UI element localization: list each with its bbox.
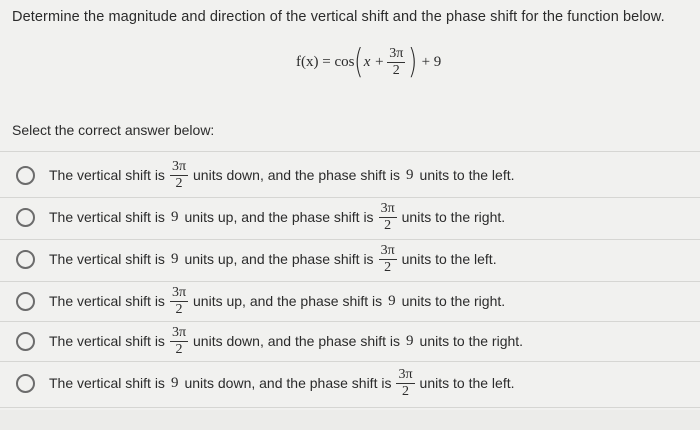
radio-button[interactable]	[16, 208, 35, 227]
bottom-area	[0, 410, 700, 430]
answer-option-b[interactable]	[0, 197, 700, 237]
answer-option-e[interactable]	[0, 321, 700, 361]
fraction-denominator: 2	[175, 341, 183, 357]
option-fraction	[170, 326, 188, 357]
fraction-denominator: 2	[175, 301, 183, 317]
fraction-numerator: 3π	[380, 242, 395, 258]
option-fraction	[170, 160, 188, 191]
fraction-denominator: 2	[392, 62, 400, 78]
fraction-numerator: 3π	[380, 200, 395, 216]
option-text: units up, and the phase shift is	[193, 293, 383, 309]
option-text: units to the left.	[419, 375, 515, 391]
fraction-numerator: 3π	[389, 45, 404, 61]
option-label[interactable]	[47, 202, 507, 233]
option-number: 9	[406, 332, 414, 349]
option-number: 9	[170, 250, 179, 267]
fraction-numerator: 3π	[171, 284, 187, 300]
radio-button[interactable]	[16, 292, 35, 311]
fraction-denominator: 2	[384, 259, 392, 275]
fraction-numerator: 3π	[398, 366, 413, 382]
option-text: The vertical shift is	[49, 251, 165, 267]
option-text: units to the right.	[401, 209, 506, 225]
option-fraction	[379, 202, 397, 233]
option-label[interactable]	[47, 326, 525, 357]
option-text: units up, and the phase shift is	[184, 209, 374, 225]
option-text: The vertical shift is	[49, 333, 165, 349]
option-text: units to the left.	[401, 251, 497, 267]
function-formula	[296, 40, 441, 84]
select-label: Select the correct answer below:	[12, 122, 215, 138]
fraction-numerator: 3π	[171, 158, 187, 174]
option-text: units down, and the phase shift is	[193, 333, 401, 349]
option-text: The vertical shift is	[49, 293, 165, 309]
fraction-numerator: 3π	[171, 324, 187, 340]
answer-option-c[interactable]	[0, 239, 700, 279]
option-text: units up, and the phase shift is	[184, 251, 374, 267]
formula-lhs: f(x) = cos	[296, 53, 355, 70]
answer-option-a[interactable]	[0, 155, 700, 195]
option-label[interactable]	[47, 244, 499, 275]
option-number: 9	[170, 374, 179, 391]
option-text: The vertical shift is	[49, 167, 165, 183]
fraction-denominator: 2	[402, 383, 409, 399]
radio-button[interactable]	[16, 374, 35, 393]
radio-button[interactable]	[16, 166, 35, 185]
option-text: units down, and the phase shift is	[184, 375, 392, 391]
option-number: 9	[388, 292, 396, 309]
option-number: 9	[406, 166, 414, 183]
formula-variable: x +	[363, 53, 385, 70]
option-number: 9	[170, 208, 179, 225]
question-text: Determine the magnitude and direction of the vertical shift and the phase shift for the function below.	[12, 9, 665, 25]
radio-button[interactable]	[16, 250, 35, 269]
left-paren: (	[354, 42, 364, 82]
option-text: units to the right.	[419, 333, 524, 349]
divider	[0, 407, 700, 408]
formula-tail: + 9	[421, 53, 442, 70]
option-fraction	[379, 244, 397, 275]
option-label[interactable]	[47, 160, 517, 191]
answer-option-f[interactable]	[0, 363, 700, 403]
option-text: units to the right.	[401, 293, 506, 309]
formula-fraction	[387, 47, 405, 78]
option-text: The vertical shift is	[49, 209, 165, 225]
fraction-denominator: 2	[175, 175, 183, 191]
option-text: The vertical shift is	[49, 375, 165, 391]
answer-option-d[interactable]	[0, 281, 700, 321]
option-text: units down, and the phase shift is	[193, 167, 401, 183]
option-label[interactable]	[47, 368, 517, 399]
option-fraction	[396, 368, 414, 399]
divider	[0, 151, 700, 152]
option-label[interactable]	[47, 286, 507, 317]
divider	[0, 361, 700, 362]
right-paren: )	[408, 42, 418, 82]
fraction-denominator: 2	[384, 217, 392, 233]
option-fraction	[170, 286, 188, 317]
radio-button[interactable]	[16, 332, 35, 351]
option-text: units to the left.	[419, 167, 515, 183]
